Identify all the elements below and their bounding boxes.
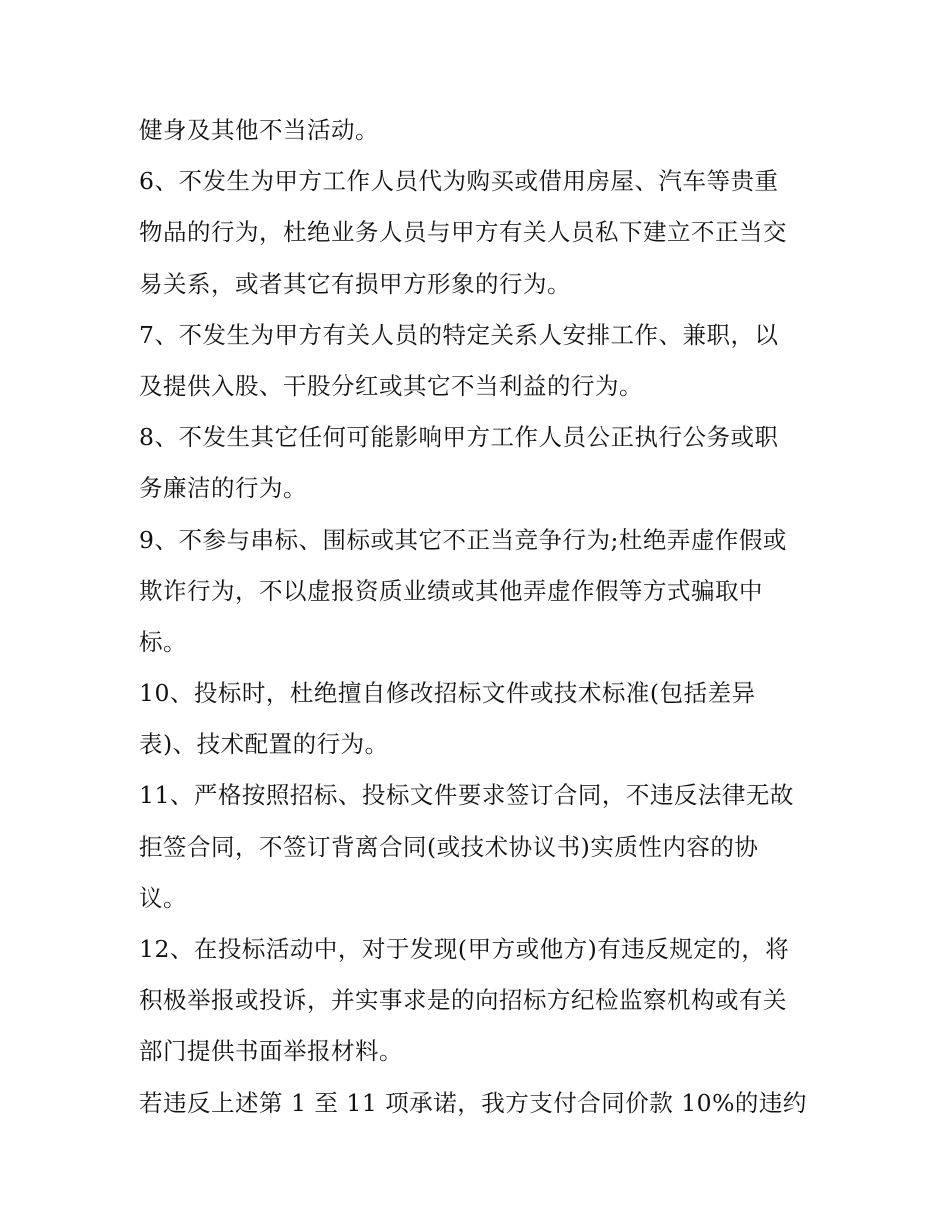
text-line: 6、不发生为甲方工作人员代为购买或借用房屋、汽车等贵重 [139, 167, 779, 196]
text-line: 健身及其他不当活动。 [139, 116, 379, 144]
text-line: 标。 [139, 627, 187, 656]
text-line: 物品的行为，杜绝业务人员与甲方有关人员私下建立不正当交 [139, 218, 787, 247]
text-line: 易关系，或者其它有损甲方形象的行为。 [139, 269, 571, 298]
text-line: 积极举报或投诉，并实事求是的向招标方纪检监察机构或有关 [139, 986, 787, 1015]
text-line: 若违反上述第 1 至 11 项承诺，我方支付合同价款 10%的违约 [139, 1088, 807, 1117]
text-line: 部门提供书面举报材料。 [139, 1037, 403, 1066]
document-body [139, 105, 819, 1129]
text-line: 欺诈行为，不以虚报资质业绩或其他弄虚作假等方式骗取中 [139, 576, 763, 605]
text-line: 11、严格按照招标、投标文件要求签订合同，不违反法律无故 [139, 781, 794, 810]
text-line: 12、在投标活动中，对于发现(甲方或他方)有违反规定的，将 [139, 935, 790, 963]
text-line: 7、不发生为甲方有关人员的特定关系人安排工作、兼职，以 [139, 320, 779, 349]
text-line: 务廉洁的行为。 [139, 474, 307, 503]
text-line: 8、不发生其它任何可能影响甲方工作人员公正执行公务或职 [139, 423, 779, 452]
text-line: 10、投标时，杜绝擅自修改招标文件或技术标准(包括差异 [139, 679, 756, 708]
text-line: 表)、技术配置的行为。 [139, 730, 389, 759]
text-line: 及提供入股、干股分红或其它不当利益的行为。 [139, 371, 643, 400]
text-line: 9、不参与串标、围标或其它不正当竞争行为;杜绝弄虚作假或 [139, 525, 787, 554]
text-line: 议。 [139, 883, 187, 912]
text-line: 拒签合同，不签订背离合同(或技术协议书)实质性内容的协 [139, 832, 759, 861]
